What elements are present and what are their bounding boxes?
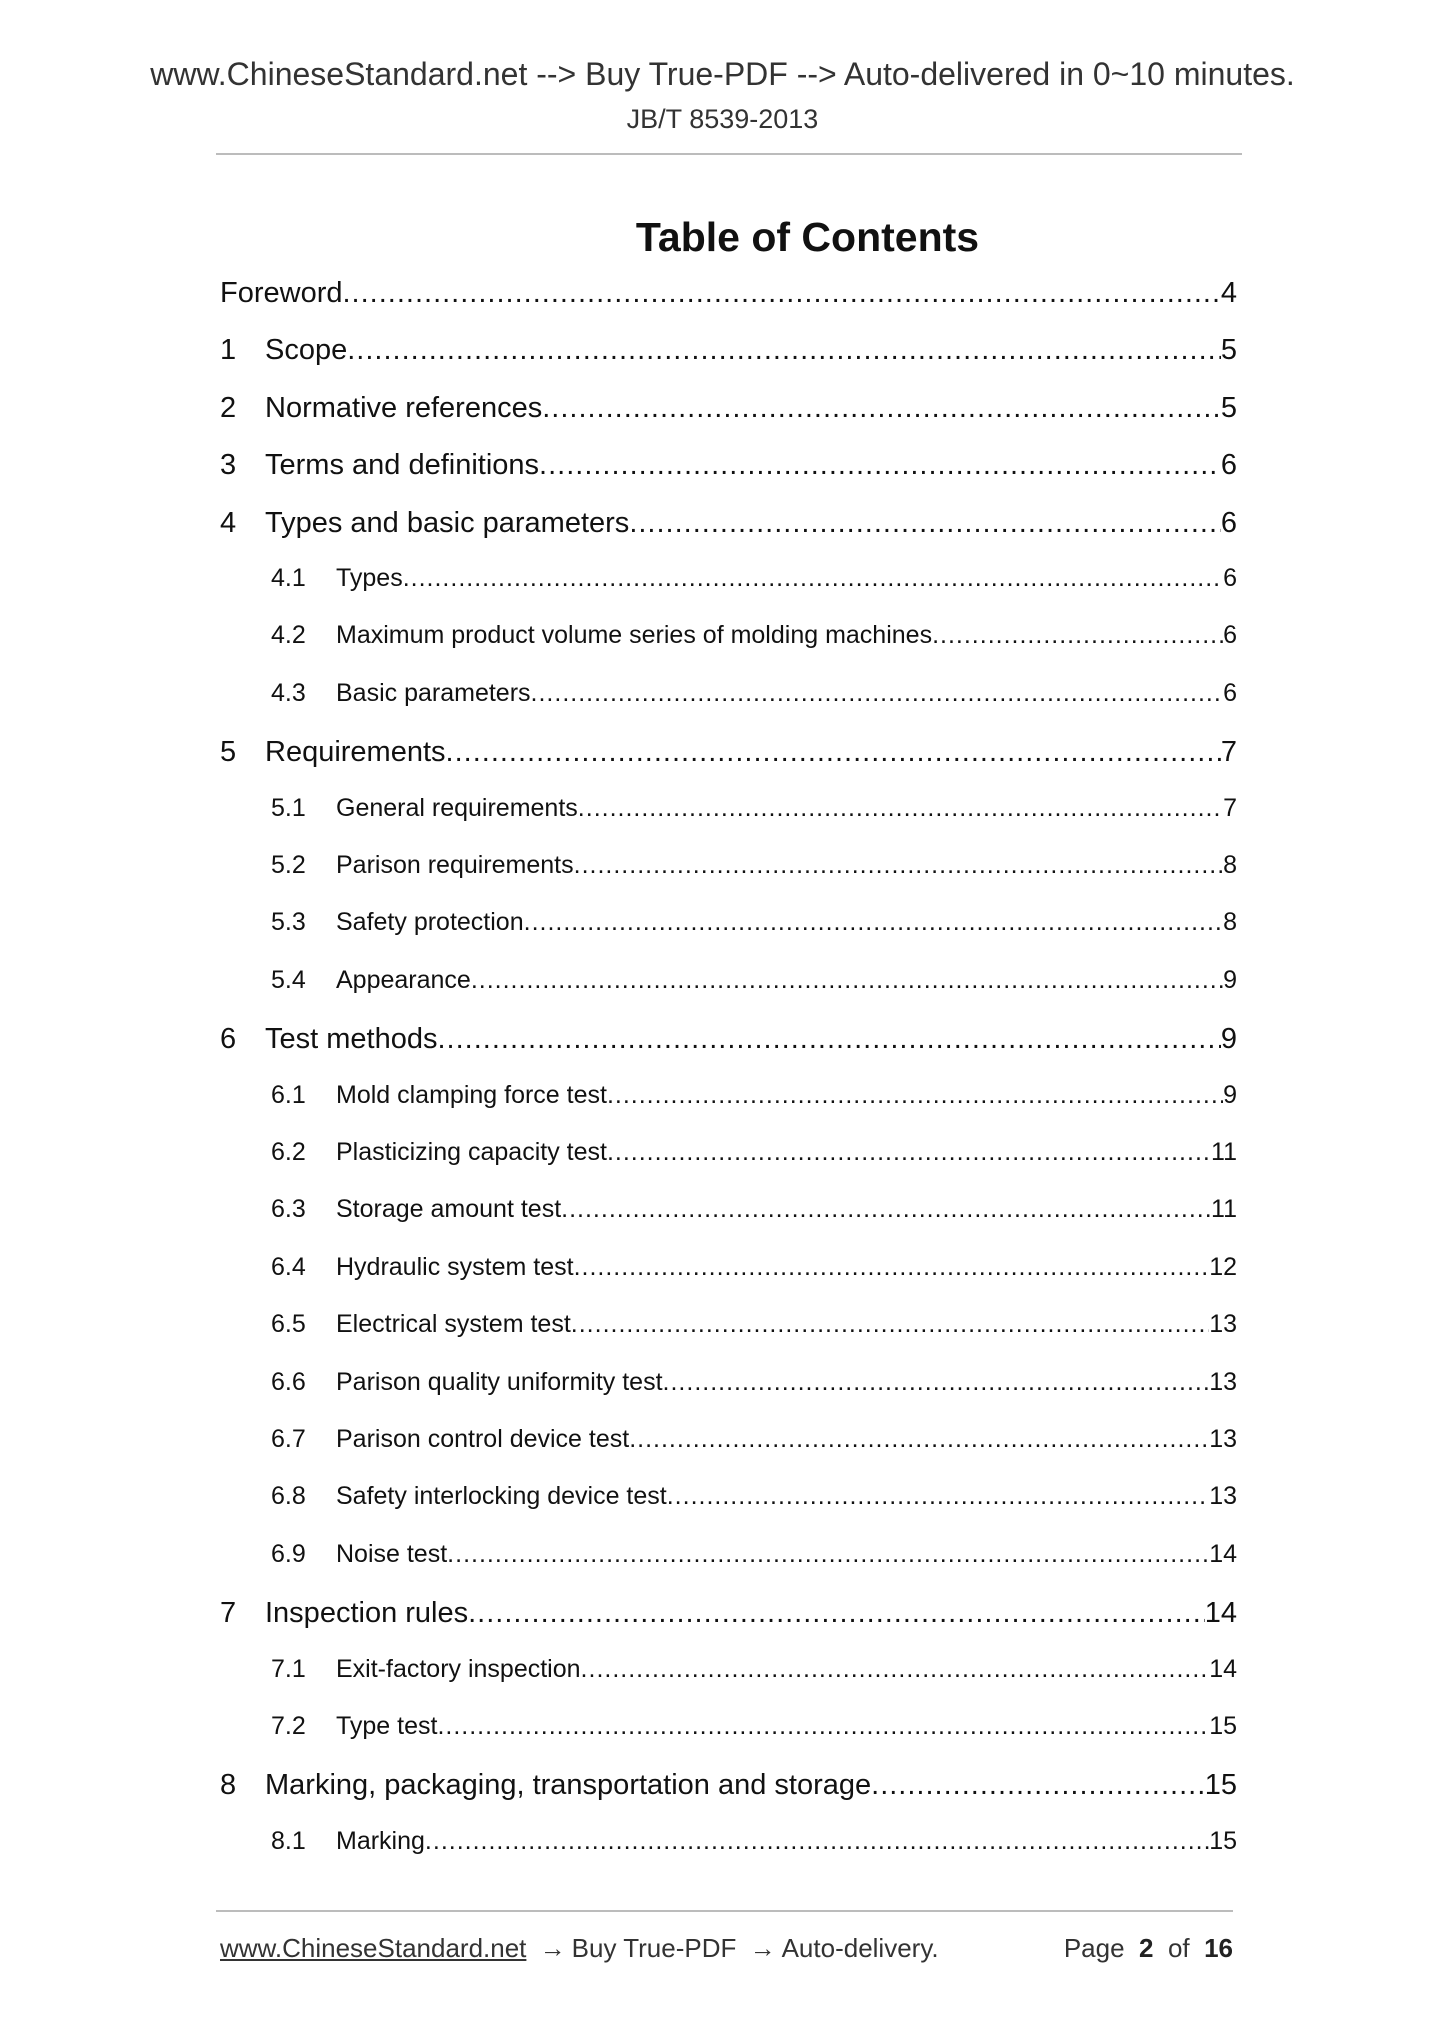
of-word: of <box>1167 1933 1190 1963</box>
toc-entry[interactable] <box>220 1023 1237 1063</box>
toc-entry-number: 7 <box>220 1597 237 1629</box>
toc-dot-leader <box>629 1425 1209 1454</box>
toc-entry-number: 7.2 <box>271 1712 306 1740</box>
toc-entry-page: 6 <box>1223 679 1237 707</box>
toc-entry[interactable] <box>271 564 1237 600</box>
toc-entry-number: 6.1 <box>271 1081 306 1109</box>
toc-dot-leader <box>607 1138 1211 1167</box>
toc-entry[interactable] <box>220 1769 1237 1809</box>
toc-entry-number: 6 <box>220 1023 237 1055</box>
toc-entry-page: 4 <box>1220 277 1237 309</box>
toc-entry[interactable] <box>220 736 1237 776</box>
toc-dot-leader <box>571 1310 1209 1339</box>
toc-entry-number: 8.1 <box>271 1827 306 1855</box>
page-current: 2 <box>1139 1933 1154 1963</box>
toc-entry[interactable] <box>220 1597 1237 1637</box>
page-title: Table of Contents <box>635 214 980 260</box>
toc-entry-label: Noise test <box>336 1540 448 1568</box>
footer-left <box>220 1933 939 1964</box>
toc-dot-leader <box>607 1081 1223 1110</box>
toc-entry-label: General requirements <box>336 794 578 822</box>
toc-entry-page: 13 <box>1209 1425 1237 1453</box>
header-divider <box>216 153 1242 155</box>
toc-entry-number: 5 <box>220 736 237 768</box>
toc-dot-leader <box>531 679 1224 708</box>
toc-entry-label: Marking, packaging, transportation and storage <box>265 1769 872 1801</box>
toc-entry-number: 6.8 <box>271 1482 306 1510</box>
toc-entry-label: Maximum product volume series of molding machines <box>336 621 933 649</box>
toc-entry-label: Foreword <box>220 277 343 309</box>
toc-dot-leader <box>403 564 1223 593</box>
toc-dot-leader <box>578 794 1223 823</box>
toc-entry-label: Safety protection <box>336 908 524 936</box>
toc-entry-label: Requirements <box>265 736 446 768</box>
header-banner: www.ChineseStandard.net --> Buy True-PDF --> Auto-delivered in 0~10 minutes. <box>150 56 1295 92</box>
toc-dot-leader <box>542 392 1221 425</box>
toc-entry-number: 7.1 <box>271 1655 306 1683</box>
toc-entry[interactable] <box>220 277 1237 317</box>
toc-entry[interactable] <box>271 966 1237 1002</box>
footer-site-link[interactable]: www.ChineseStandard.net <box>220 1933 527 1963</box>
toc-entry-number: 3 <box>220 449 237 481</box>
toc-entry[interactable] <box>220 334 1237 374</box>
toc-entry-label: Mold clamping force test <box>336 1081 607 1109</box>
toc-entry-page: 8 <box>1223 851 1237 879</box>
toc-entry-page: 15 <box>1204 1769 1237 1801</box>
toc-entry-number: 5.3 <box>271 908 306 936</box>
footer-buy-text: Buy True-PDF <box>571 1933 737 1963</box>
toc-entry-label: Inspection rules <box>265 1597 469 1629</box>
toc-entry[interactable] <box>271 1081 1237 1117</box>
toc-entry[interactable] <box>271 1712 1237 1748</box>
toc-entry-page: 9 <box>1223 1081 1237 1109</box>
document-id: JB/T 8539-2013 <box>626 104 819 134</box>
toc-entry-number: 4.1 <box>271 564 306 592</box>
toc-entry-page: 11 <box>1211 1138 1237 1166</box>
toc-dot-leader <box>425 1827 1209 1856</box>
toc-entry[interactable] <box>271 1655 1237 1691</box>
toc-entry-label: Exit-factory inspection <box>336 1655 581 1683</box>
footer-delivery-text: Auto-delivery. <box>781 1933 939 1963</box>
toc-entry-label: Type test <box>336 1712 438 1740</box>
toc-entry-label: Scope <box>265 334 348 366</box>
toc-entry-page: 13 <box>1209 1310 1237 1338</box>
page-indicator <box>1064 1933 1233 1964</box>
toc-entry[interactable] <box>220 392 1237 432</box>
toc-entry-number: 6.5 <box>271 1310 306 1338</box>
page-word: Page <box>1063 1933 1125 1963</box>
toc-entry-label: Marking <box>336 1827 425 1855</box>
toc-dot-leader <box>667 1482 1209 1511</box>
toc-entry-page: 7 <box>1220 736 1237 768</box>
toc-entry-page: 13 <box>1209 1368 1237 1396</box>
page-total: 16 <box>1204 1933 1233 1963</box>
toc-entry-number: 8 <box>220 1769 237 1801</box>
toc-entry-number: 6.9 <box>271 1540 306 1568</box>
toc-dot-leader <box>437 1712 1209 1741</box>
toc-entry-label: Safety interlocking device test <box>336 1482 667 1510</box>
toc-dot-leader <box>447 1540 1209 1569</box>
toc-entry[interactable] <box>271 1425 1237 1461</box>
toc-entry-page: 11 <box>1211 1195 1237 1223</box>
toc-entry-number: 4.3 <box>271 679 306 707</box>
toc-entry-label: Electrical system test <box>336 1310 571 1338</box>
toc-entry-page: 9 <box>1223 966 1237 994</box>
footer-divider <box>216 1910 1233 1912</box>
toc-entry-page: 5 <box>1220 392 1237 424</box>
toc-entry-number: 1 <box>220 334 237 366</box>
toc-entry-label: Parison quality uniformity test <box>336 1368 663 1396</box>
toc-entry-label: Storage amount test <box>336 1195 562 1223</box>
toc-entry-number: 4 <box>220 507 237 539</box>
toc-entry-label: Hydraulic system test <box>336 1253 574 1281</box>
toc-entry-label: Appearance <box>336 966 471 994</box>
toc-dot-leader <box>932 621 1223 650</box>
arrow-icon: → <box>749 1933 776 1963</box>
toc-entry[interactable] <box>271 1310 1237 1346</box>
toc-entry-page: 8 <box>1223 908 1237 936</box>
toc-dot-leader <box>574 1253 1210 1282</box>
toc-entry[interactable] <box>220 449 1237 489</box>
toc-entry[interactable] <box>271 1482 1237 1518</box>
toc-entry[interactable] <box>271 794 1237 830</box>
toc-entry-page: 5 <box>1220 334 1237 366</box>
toc-entry-label: Terms and definitions <box>265 449 540 481</box>
toc-entry-page: 15 <box>1209 1712 1237 1740</box>
toc-dot-leader <box>663 1368 1210 1397</box>
toc-entry-number: 5.2 <box>271 851 306 879</box>
toc-entry-page: 14 <box>1209 1655 1237 1683</box>
toc-dot-leader <box>524 908 1223 937</box>
toc-dot-leader <box>471 966 1223 995</box>
toc-dot-leader <box>871 1769 1205 1802</box>
toc-dot-leader <box>539 449 1221 482</box>
toc-entry-label: Basic parameters <box>336 679 531 707</box>
toc-entry[interactable] <box>271 1195 1237 1231</box>
toc-entry-number: 5.1 <box>271 794 306 822</box>
toc-dot-leader <box>343 277 1221 310</box>
toc-dot-leader <box>574 851 1223 880</box>
toc-entry[interactable] <box>271 621 1237 657</box>
toc-entry-page: 6 <box>1220 507 1237 539</box>
toc-entry-page: 14 <box>1204 1597 1237 1629</box>
toc-dot-leader <box>437 1023 1220 1056</box>
toc-dot-leader <box>446 736 1221 769</box>
toc-entry-label: Parison requirements <box>336 851 574 879</box>
toc-entry-page: 14 <box>1209 1540 1237 1568</box>
toc-entry[interactable] <box>271 851 1237 887</box>
toc-entry[interactable] <box>271 1827 1237 1863</box>
toc-entry-label: Test methods <box>265 1023 438 1055</box>
toc-entry[interactable] <box>220 507 1237 547</box>
toc-entry-page: 6 <box>1223 621 1237 649</box>
arrow-icon: → <box>539 1933 566 1963</box>
toc-entry[interactable] <box>271 1253 1237 1289</box>
toc-entry-page: 7 <box>1223 794 1237 822</box>
toc-dot-leader <box>347 334 1221 367</box>
toc-entry-label: Normative references <box>265 392 543 424</box>
toc-entry-page: 6 <box>1223 564 1237 592</box>
toc-entry[interactable] <box>271 908 1237 944</box>
toc-entry-label: Plasticizing capacity test <box>336 1138 607 1166</box>
toc-entry-number: 5.4 <box>271 966 306 994</box>
toc-entry[interactable] <box>271 1138 1237 1174</box>
toc-entry-label: Parison control device test <box>336 1425 630 1453</box>
toc-entry-label: Types <box>336 564 403 592</box>
toc-entry-page: 9 <box>1220 1023 1237 1055</box>
toc-entry-number: 6.6 <box>271 1368 306 1396</box>
toc-dot-leader <box>561 1195 1211 1224</box>
toc-entry-page: 12 <box>1209 1253 1237 1281</box>
toc-entry[interactable] <box>271 1540 1237 1576</box>
toc-entry-page: 6 <box>1220 449 1237 481</box>
toc-dot-leader <box>468 1597 1205 1630</box>
toc-entry[interactable] <box>271 1368 1237 1404</box>
toc-entry-number: 6.3 <box>271 1195 306 1223</box>
toc-entry-number: 6.7 <box>271 1425 306 1453</box>
toc-entry-page: 15 <box>1209 1827 1237 1855</box>
page-footer <box>220 1933 1233 1964</box>
toc-entry-number: 2 <box>220 392 237 424</box>
toc-entry-number: 6.4 <box>271 1253 306 1281</box>
toc-entry-label: Types and basic parameters <box>265 507 630 539</box>
toc-entry[interactable] <box>271 679 1237 715</box>
toc-entry-number: 4.2 <box>271 621 306 649</box>
toc-entry-page: 13 <box>1209 1482 1237 1510</box>
toc-dot-leader <box>581 1655 1210 1684</box>
toc-dot-leader <box>629 507 1221 540</box>
toc-entry-number: 6.2 <box>271 1138 306 1166</box>
